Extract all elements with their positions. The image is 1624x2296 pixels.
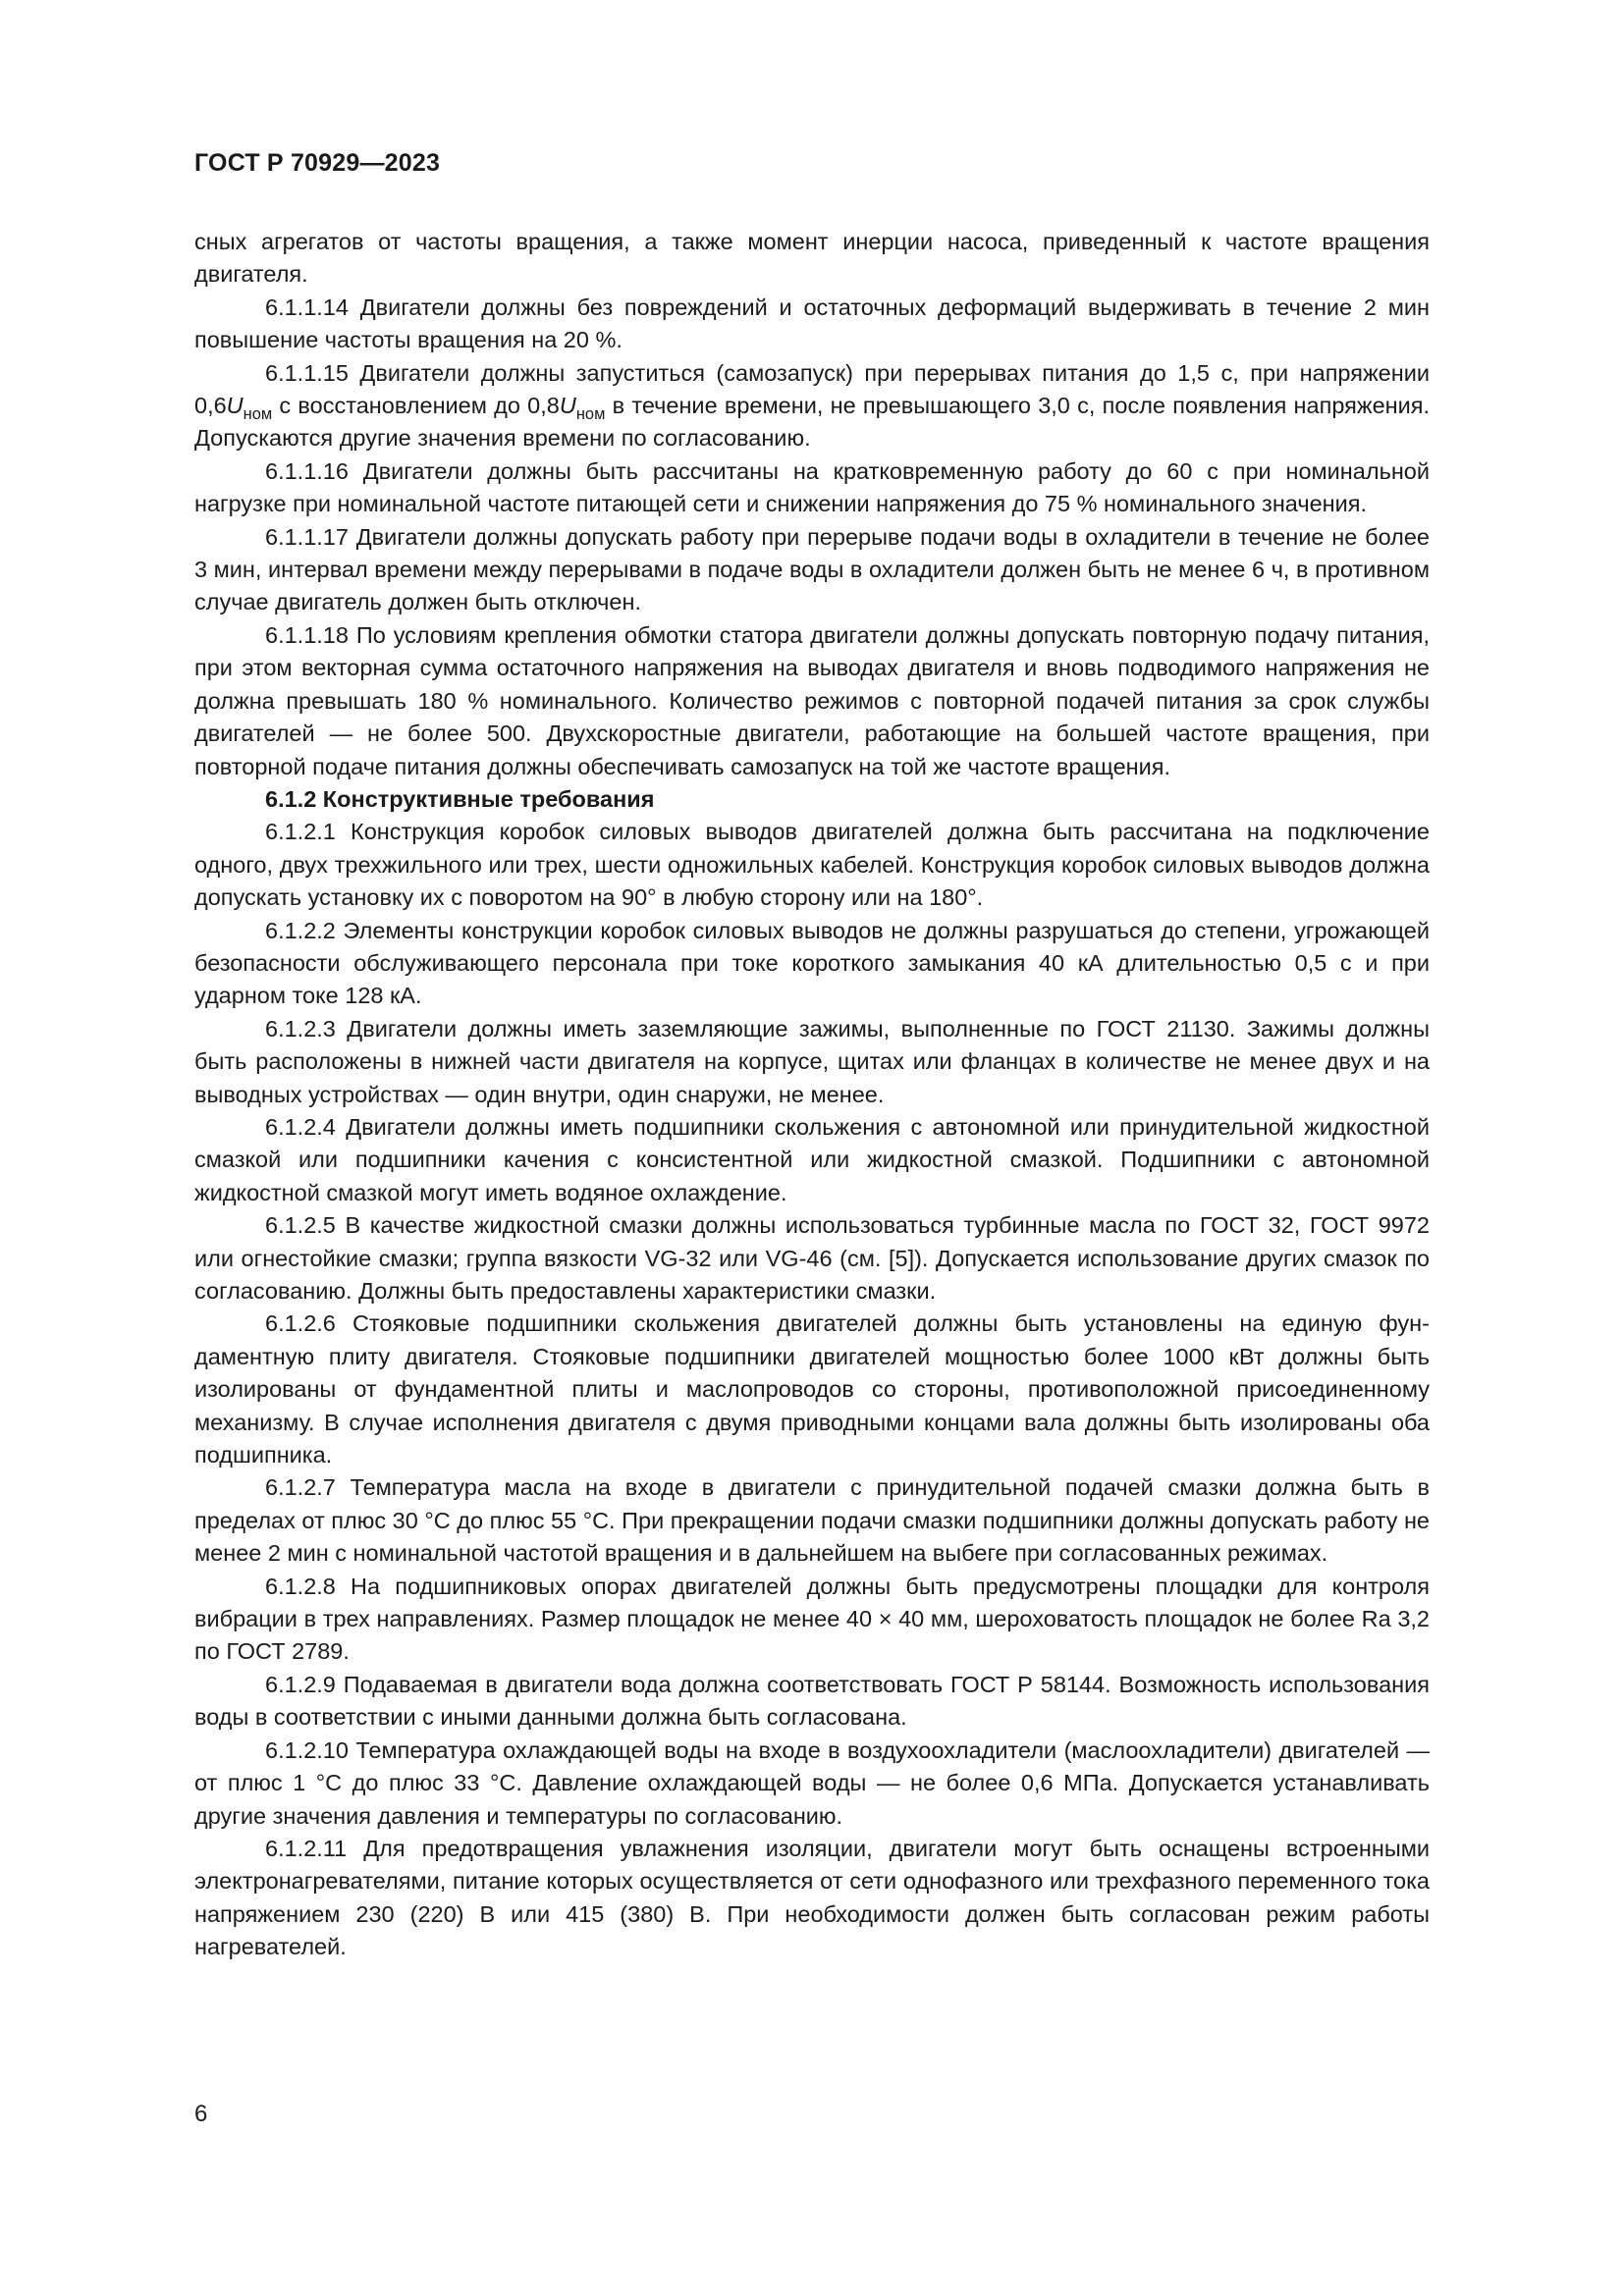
- document-header: ГОСТ Р 70929—2023: [194, 149, 441, 177]
- voltage-subscript: ном: [243, 404, 273, 423]
- paragraph-text: в течение времени, не превышающего 3,0 с, после появления напряжения. Допускаются другие значения времени по согласованию.: [194, 393, 1431, 452]
- paragraph-6-1-1-14: 6.1.1.14 Двигатели должны без повреждений и остаточных деформаций выдерживать в течение 2 мин повышение частоты вращения на 20 %.: [194, 294, 1430, 353]
- paragraph-6-1-2-8: 6.1.2.8 На подшипниковых опорах двигателей должны быть предусмотрены площадки для контроля вибрации в трех направлениях. Размер площадок не менее 40 × 40 мм, шероховатость площадок не более Ra 3,2 по ГОСТ 2789.: [194, 1573, 1430, 1665]
- paragraph-text: с восстановлением до 0,8: [272, 393, 560, 419]
- paragraph-continuation: сных агрегатов от частоты вращения, а также момент инерции насоса, приведенный к частоте вращения двигателя.: [194, 229, 1430, 288]
- paragraph-6-1-2-4: 6.1.2.4 Двигатели должны иметь подшипники скольжения с автономной или принудительной жидкостной смазкой или подшипники качения с консистентной или жидкостной смазкой. Подшипники с автономной жидкостной смазкой могут иметь водяное охлаждение.: [194, 1113, 1430, 1205]
- page-number: 6: [194, 2101, 208, 2127]
- section-heading-6-1-2: 6.1.2 Конструктивные требования: [265, 785, 655, 812]
- paragraph-6-1-2-10: 6.1.2.10 Температура охлаждающей воды на входе в воздухоохладители (маслоохладители) двигателей — от плюс 1 °С до плюс 33 °С. Давление охлаждающей воды — не более 0,6 МПа. Допускается устанавливать другие значения давления и температуры по согласованию.: [194, 1736, 1430, 1829]
- voltage-symbol: U: [226, 393, 244, 419]
- paragraph-6-1-2-9: 6.1.2.9 Подаваемая в двигатели вода должна соответствовать ГОСТ Р 58144. Возможность использования воды в соответствии с иными данными должна быть согласована.: [194, 1671, 1430, 1731]
- paragraph-6-1-1-18: 6.1.1.18 По условиям крепления обмотки статора двигатели должны допускать повторную подачу питания, при этом векторная сумма остаточного напряжения на выводах двигателя и вновь подводимого напряжения не должна превышать 180 % номинального. Количество режимов с повторной подачей питания за срок службы двигателей — не более 500. Двухскоростные двигатели, работающие на большей частоте вращения, при повторной подаче питания должны обеспечивать самозапуск на той же частоте вращения.: [194, 621, 1430, 779]
- paragraph-6-1-1-15: [194, 357, 1430, 455]
- document-body: [194, 226, 1430, 1964]
- paragraph-6-1-2-7: 6.1.2.7 Температура масла на входе в двигатели с принудительной подачей смазки должна быть в пределах от плюс 30 °С до плюс 55 °С. При прекращении подачи смазки подшипники должны допускать работу не менее 2 мин с номинальной частотой вращения и в дальнейшем на выбеге при согласованных режимах.: [194, 1474, 1430, 1567]
- paragraph-6-1-1-16: 6.1.1.16 Двигатели должны быть рассчитаны на кратковременную работу до 60 с при номинальной нагрузке при номинальной частоте питающей сети и снижении напряжения до 75 % номинального значения.: [194, 457, 1430, 517]
- paragraph-6-1-1-17: 6.1.1.17 Двигатели должны допускать работу при перерыве подачи воды в охладители в течение не более 3 мин, интервал времени между перерывами в подаче воды в охладители должен быть не менее 6 ч, в противном случае двигатель должен быть отключен.: [194, 523, 1430, 615]
- paragraph-6-1-2-1: 6.1.2.1 Конструкция коробок силовых выводов двигателей должна быть рассчитана на подключение одного, двух трехжильного или трех, шести одножильных кабелей. Конструкция коробок силовых выводов должна допускать установку их с поворотом на 90° в любую сторону или на 180°.: [194, 819, 1430, 911]
- paragraph-6-1-2-3: 6.1.2.3 Двигатели должны иметь заземляющие зажимы, выполненные по ГОСТ 21130. Зажимы должны быть расположены в нижней части двигателя на корпусе, щитах или фланцах в количестве не менее двух и на выводных устройствах — один внутри, один снаружи, не менее.: [194, 1015, 1430, 1107]
- paragraph-6-1-2-5: 6.1.2.5 В качестве жидкостной смазки должны использоваться турбинные масла по ГОСТ 32, ГОСТ 9972 или огнестойкие смазки; группа вязкости VG-32 или VG-46 (см. [5]). Допускается использование других смазок по согласованию. Должны быть предоставлены характеристики смазки.: [194, 1212, 1430, 1304]
- paragraph-6-1-2-6: 6.1.2.6 Стояковые подшипники скольжения двигателей должны быть установлены на единую фундаментную плиту двигателя. Стояковые подшипники двигателей мощностью более 1000 кВт должны быть изолированы от фундаментной плиты и маслопроводов со стороны, противоположной присоединенному механизму. В случае исполнения двигателя с двумя приводными концами вала должны быть изолированы оба подшипника.: [194, 1310, 1430, 1468]
- paragraph-text: 6.1.1.15 Двигатели должны запуститься (самозапуск) при перерывах питания до 1,5 с, при напряжении 0,6: [194, 359, 1430, 419]
- paragraph-6-1-2-11: 6.1.2.11 Для предотвращения увлажнения изоляции, двигатели могут быть оснащены встроенными электронагревателями, питание которых осуществляется от сети однофазного или трехфазного переменного тока напряжением 230 (220) В или 415 (380) В. При необходимости должен быть согласован режим работы нагревателей.: [194, 1835, 1430, 1960]
- voltage-symbol: U: [559, 393, 576, 419]
- paragraph-6-1-2-2: 6.1.2.2 Элементы конструкции коробок силовых выводов не должны разрушаться до степени, угрожающей безопасности обслуживающего персонала при токе короткого замыкания 40 кА длительностью 0,5 с и при ударном токе 128 кА.: [194, 917, 1430, 1009]
- voltage-subscript: ном: [575, 404, 606, 423]
